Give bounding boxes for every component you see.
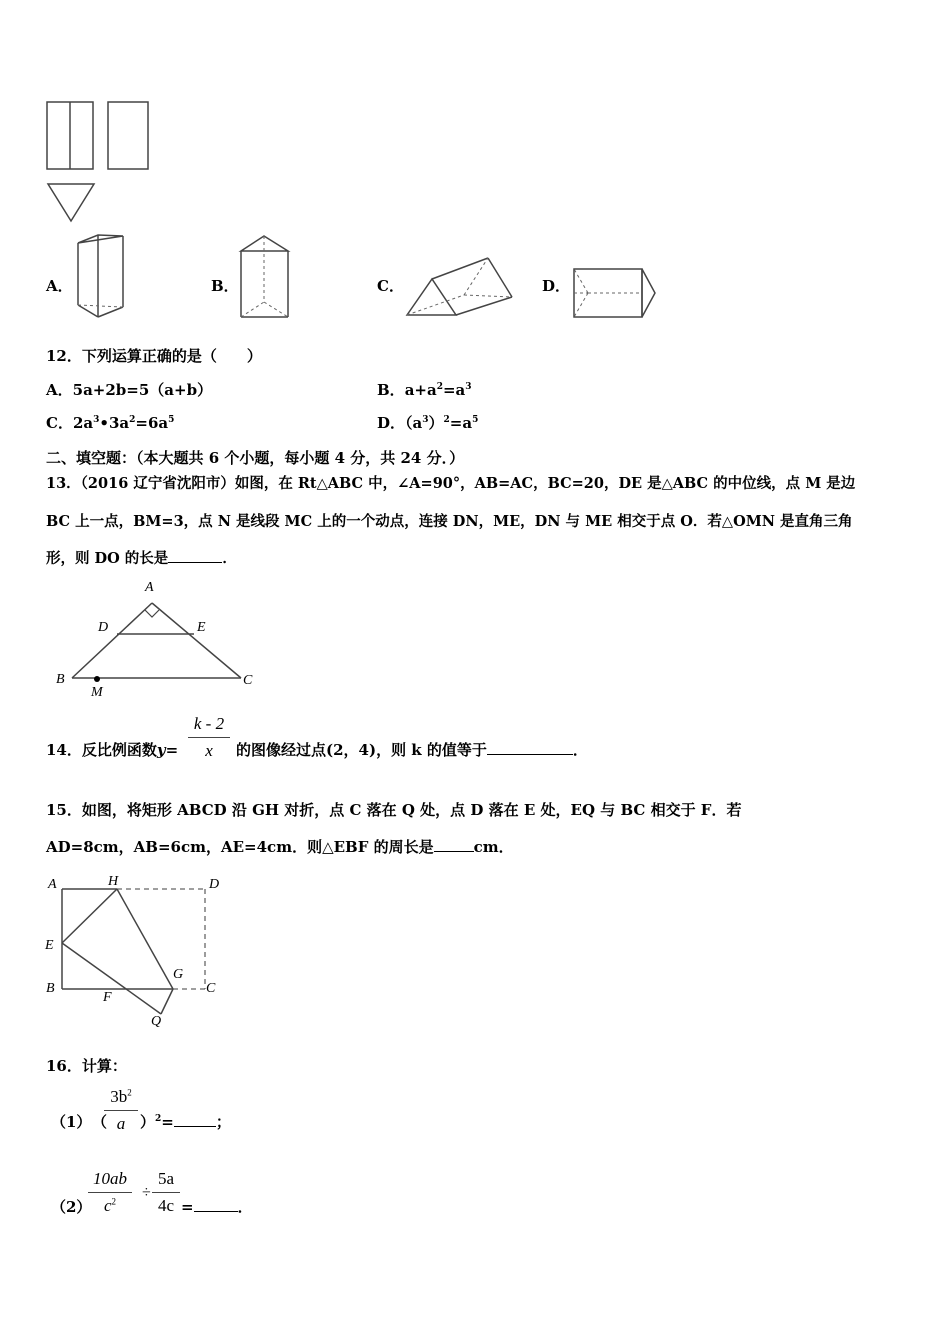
q13-line-3-end: ．	[222, 550, 237, 567]
option-c-prism	[404, 255, 516, 321]
q16-p2-numerator-1: 10ab	[93, 1169, 127, 1188]
q12-d-exp: 5	[472, 415, 479, 425]
q12-d-text: ）	[428, 414, 444, 432]
q16-stem: 16．计算：	[46, 1057, 127, 1075]
q14-denominator: x	[205, 741, 213, 760]
q12-b-label: B．	[377, 381, 405, 399]
q12-d-text: =a	[449, 414, 473, 432]
q15-label-h: H	[108, 874, 119, 889]
q12-a-label: A．	[46, 381, 73, 399]
q15-line-2-end: cm．	[473, 838, 514, 856]
q14-fraction	[188, 714, 230, 761]
answer-blank[interactable]	[168, 548, 222, 563]
q15-label-g: G	[173, 967, 184, 982]
q16-p2-numerator-2: 5a	[157, 1169, 175, 1188]
q12-d-exp: 2	[443, 415, 450, 425]
q15-line-2-text: AD=8cm，AB=6cm，AE=4cm．则△EBF 的周长是	[46, 838, 434, 856]
q16-p2-den-exp: 2	[111, 1196, 117, 1207]
q14-numerator: k - 2	[193, 714, 225, 733]
option-b-prism	[238, 234, 294, 320]
q14-var: y	[156, 741, 166, 759]
q16-p1-num-exp: 2	[127, 1087, 132, 1098]
q14-eq: =	[165, 741, 179, 759]
q13-label-c: C	[243, 673, 253, 688]
q16-p2-label: （2）	[51, 1198, 92, 1216]
q12-option-c	[46, 412, 174, 433]
q16-p1-paren: ）	[140, 1113, 156, 1131]
q12-stem: 12．下列运算正确的是（ ）	[46, 347, 262, 365]
q12-c-exp: 5	[168, 415, 175, 425]
q16-p1-numerator	[104, 1087, 138, 1107]
q15-label-q: Q	[151, 1014, 162, 1029]
q12-b-text: =a	[442, 381, 466, 399]
three-view-figure	[44, 100, 154, 225]
q16-p2-denominator-1	[88, 1196, 132, 1216]
q14-prefix	[46, 739, 178, 760]
q16-p1-close	[140, 1111, 231, 1132]
q14-suffix	[236, 739, 588, 760]
q16-p1-eq: =	[161, 1113, 174, 1131]
option-b-label: B．	[211, 277, 239, 295]
q15-label-d: D	[209, 877, 220, 892]
q12-c-text: •3a	[99, 414, 130, 432]
option-a-prism	[74, 233, 130, 321]
q12-b-exp: 3	[465, 382, 472, 392]
q15-line-2	[46, 836, 514, 857]
q14-text: 的图像经过点(2，4)，则 k 的值等于	[236, 741, 487, 759]
q16-p2-fraction-2	[152, 1169, 180, 1216]
q16-p1-fraction	[104, 1087, 138, 1134]
answer-blank[interactable]	[194, 1197, 238, 1212]
q12-c-exp: 2	[129, 415, 136, 425]
q16-p2-end: ．	[237, 1198, 253, 1216]
fraction-bar	[152, 1192, 180, 1193]
q12-c-exp: 3	[93, 415, 100, 425]
q12-option-b	[377, 379, 472, 400]
fraction-bar	[188, 737, 230, 738]
q16-p1-end: ；	[215, 1113, 231, 1131]
answer-blank[interactable]	[434, 837, 474, 852]
q16-p1-num-base: 3b	[110, 1087, 128, 1106]
answer-blank[interactable]	[487, 740, 573, 755]
q12-b-text: a+a	[404, 381, 437, 399]
q12-c-text: =6a	[135, 414, 169, 432]
q16-p1-open: （	[92, 1113, 108, 1131]
q16-p2-divide: ÷	[142, 1184, 151, 1201]
q13-label-e: E	[197, 620, 206, 635]
q13-label-d: D	[98, 620, 109, 635]
q12-d-label: D．	[377, 414, 406, 432]
q16-p2-den-base: c	[103, 1196, 112, 1215]
option-d-prism	[572, 267, 660, 321]
q12-a-text: 5a+2b=5（a+b）	[72, 381, 213, 399]
q15-line-1: 15．如图，将矩形 ABCD 沿 GH 对折，点 C 落在 Q 处，点 D 落在 E 处，EQ 与 BC 相交于 F．若	[46, 801, 742, 819]
q12-c-label: C．	[46, 414, 73, 432]
q12-d-exp: 3	[422, 415, 429, 425]
q12-d-text: （a	[405, 414, 423, 432]
q15-label-f: F	[103, 990, 112, 1005]
q15-label-a: A	[48, 877, 57, 892]
q13-line-3-text: 形，则 DO 的长是	[46, 550, 169, 567]
q13-line-3	[46, 547, 237, 568]
q16-p1-label: （1）	[51, 1113, 92, 1131]
option-a-label: A．	[46, 277, 73, 295]
answer-blank[interactable]	[174, 1112, 216, 1127]
q16-p2-eq: =	[181, 1198, 194, 1216]
q16-p2-fraction-1	[88, 1169, 132, 1216]
q13-line-2: BC 上一点，BM=3，点 N 是线段 MC 上的一个动点，连接 DN，ME，DN 与 ME 相交于点 O．若△OMN 是直角三角	[46, 513, 853, 530]
q15-label-e: E	[45, 938, 54, 953]
q14-text: 14．反比例函数	[46, 741, 157, 759]
q16-p2-tail	[181, 1196, 253, 1217]
q15-label-c: C	[206, 981, 216, 996]
q12-option-d	[377, 412, 478, 433]
q16-p1-power: 2	[155, 1114, 162, 1124]
q14-end: ．	[572, 741, 588, 759]
option-d-label: D．	[542, 277, 571, 295]
q13-label-m: M	[91, 685, 103, 700]
option-c-label: C．	[377, 277, 404, 295]
q16-p2-denominator-2: 4c	[157, 1196, 175, 1215]
q13-triangle-figure	[54, 582, 264, 704]
q12-b-exp: 2	[436, 382, 443, 392]
section-heading: 二、填空题：（本大题共 6 个小题，每小题 4 分，共 24 分．）	[46, 449, 465, 467]
fraction-bar	[88, 1192, 132, 1193]
q13-label-a: A	[145, 580, 154, 595]
q15-rectangle-figure	[44, 872, 224, 1032]
q12-option-a	[46, 379, 212, 400]
q16-p1-denominator: a	[116, 1114, 126, 1133]
q12-c-text: 2a	[72, 414, 94, 432]
q13-line-1: 13．（2016 辽宁省沈阳市）如图，在 Rt△ABC 中，∠A=90°，AB=AC，BC=20，DE 是△ABC 的中位线，点 M 是边	[46, 475, 856, 492]
fraction-bar	[104, 1110, 138, 1111]
q15-label-b: B	[46, 981, 55, 996]
q13-label-b: B	[56, 672, 65, 687]
